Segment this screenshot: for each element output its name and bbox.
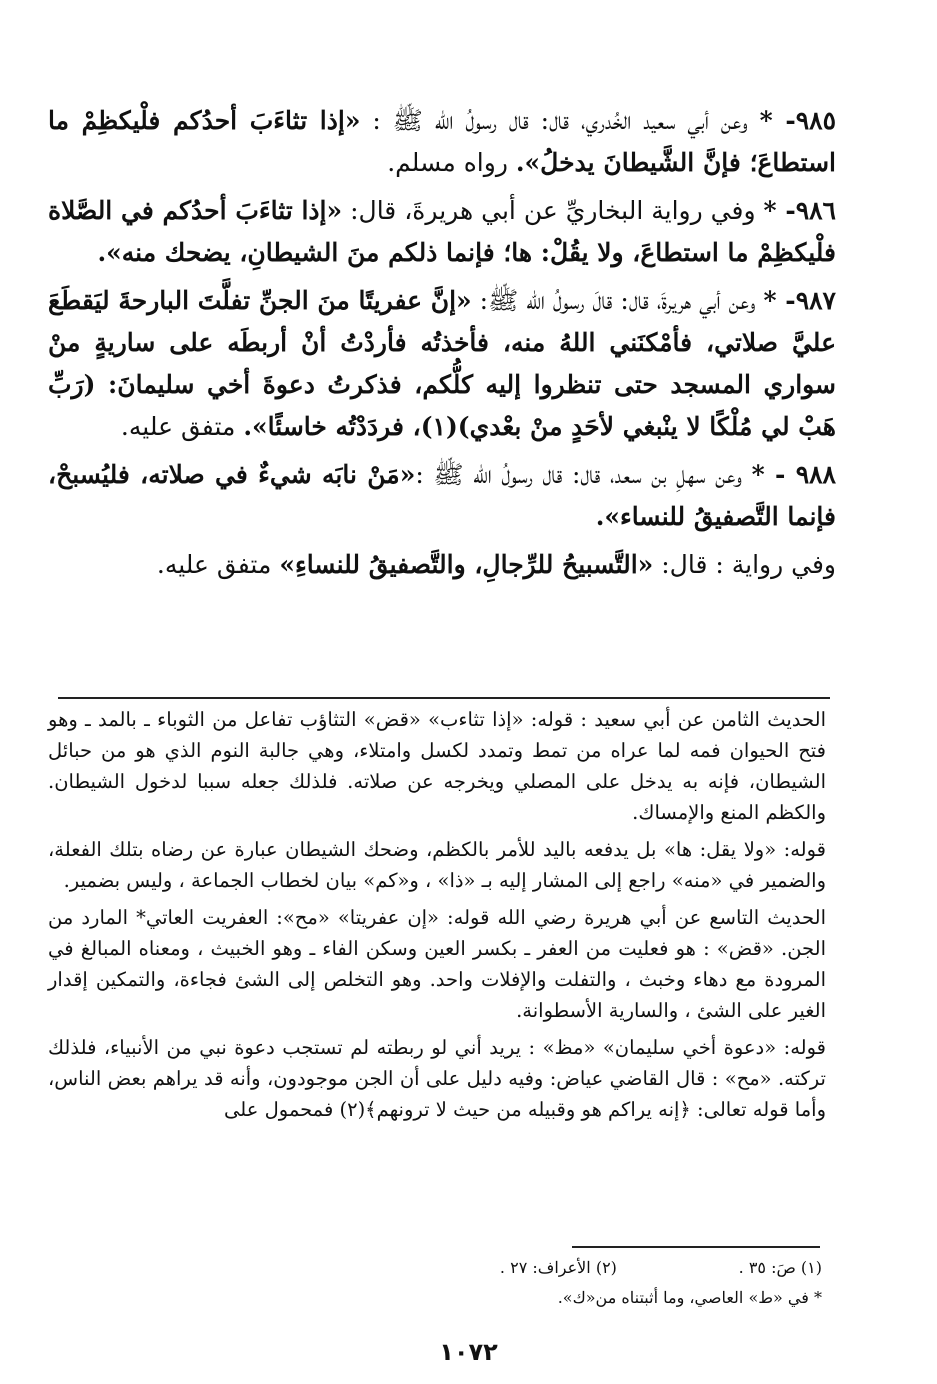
- commentary-paragraph: قوله: «دعوة أخي سليمان» «مظ» : يريد أني لو ربطته لم تستجب دعوة نبي من الأنبياء، فلذلك تركته. «مح» : قال القاضي عياض: وفيه دليل على أن الجن موجودون، وأنه قد يراهم بعض الناس، وأما قوله تعالى: ﴿إنه يراكم هو وقبيله من حيث لا ترونهم﴾(٢) فمحمول على: [48, 1036, 826, 1121]
- hadith-986: [48, 190, 836, 274]
- hadith-source: متفق عليه.: [120, 412, 244, 441]
- hadith-source: متفق عليه.: [156, 550, 280, 579]
- hadith-intro: وفي رواية البخاريِّ عن أبي هريرةَ، قال:: [342, 196, 764, 225]
- hadith-intro: وفي رواية : قال:: [653, 550, 836, 579]
- hadith-number: ٩٨٨ - *: [751, 460, 836, 489]
- hadith-number: ٩٨٧- *: [763, 286, 836, 315]
- hadith-text-body: [48, 100, 836, 592]
- hadith-987: [48, 280, 836, 448]
- footnotes: [300, 1253, 822, 1313]
- hadith-source: رواه مسلم.: [387, 148, 516, 177]
- hadith-intro: وعن أبي سعيد الخُدري، قال: قال رسولُ الله ﷺ :: [360, 106, 760, 135]
- hadith-988: [48, 454, 836, 538]
- hadith-number: ٩٨٥- *: [759, 106, 837, 135]
- commentary-paragraph: قوله: «ولا يقل: ها» بل يدفعه باليد للأمر بالكظم، وضحك الشيطان عبارة عن رضاه بتلك الفعلة، والضمير في «منه» راجع إلى المشار إليه بـ «ذا» ، و«كم» بيان لخطاب الجماعة ، وليس بضمير.: [48, 838, 826, 892]
- hadith-quote: «مَنْ نابَه شيءٌ في صلاته، فليُسبحْ، فإنما التَّصفيقُ للنساء».: [48, 460, 836, 531]
- hadith-intro: وعن سهلِ بن سعد، قال: قال رسولُ الله ﷺ :: [415, 460, 752, 489]
- hadith-988-variant: [48, 544, 836, 586]
- footnote-2: (٢) الأعراف: ٢٧ .: [499, 1258, 617, 1277]
- commentary-section: [48, 704, 826, 1131]
- hadith-quote: «التَّسبيحُ للرِّجالِ، والتَّصفيقُ للنساءِ»: [279, 550, 654, 579]
- footnote-1: (١) صَ: ٣٥ .: [738, 1258, 822, 1277]
- commentary-paragraph: الحديث التاسع عن أبي هريرة رضي الله قوله: «إن عفريتا» «مح»: العفريت العاتي* المارد من الجن. «قض» : هو فعليت من العفر ـ بكسر العين وسكن الفاء ـ وهو الخبيث ، ومعناه المبالغ في المرودة مع دهاء وخبث ، والتفلت والإفلات واحد. وهو التخلص إلى الشئ فجاءة، والتمكين إقدار الغير على الشئ ، والسارية الأسطوانة.: [48, 906, 826, 1022]
- hadith-quote: «إذا تثاءَبَ أحدُكم فلْيكظِمْ ما استطاعَ؛ فإنَّ الشَّيطانَ يدخلُ».: [48, 106, 836, 177]
- page-number: ١٠٧٢: [439, 1338, 498, 1366]
- commentary-paragraph: الحديث الثامن عن أبي سعيد : قوله: «إذا تثاءب» «قض» التثاؤب تفاعل من الثوباء ـ بالمد ـ وهو فتح الحيوان فمه لما عراه من تمط وتمدد لكسل وامتلاء، وهي جالبة النوم الذي هو من حبائل الشيطان، فإنه به يدخل على المصلي ويخرجه عن صلاته. فلذلك جعله سببا لدخول الشيطان. والكظم المنع والإمساك.: [48, 708, 826, 824]
- commentary-divider: [58, 697, 830, 699]
- hadith-quote: «إذا تثاءَبَ أحدُكم في الصَّلاة فلْيكظِمْ ما استطاعَ، ولا يقُلْ: ها؛ فإنما ذلكم منَ الشيطانِ، يضحك منه».: [48, 196, 836, 267]
- hadith-985: [48, 100, 836, 184]
- hadith-intro: وعن أبي هريرةَ، قال: قالَ رسولُ الله ﷺ:: [471, 286, 764, 315]
- hadith-number: ٩٨٦- *: [763, 196, 836, 225]
- footnote-divider: [572, 1246, 820, 1248]
- footnote-row: [300, 1253, 822, 1283]
- footnote-note: * في «ط» العاصي، وما أثبتناه من«ك».: [557, 1288, 822, 1307]
- hadith-quote: «إنَّ عفريتًا منَ الجنِّ تفلَّتَ البارحةَ ليَقطَعَ عليَّ صلاتي، فأمْكنَني اللهُ منه، فأخذتُه فأردْتُ أنْ أربطَه على ساريةٍ منْ سواري المسجد حتى تنظروا إليه كلُّكم، فذكرتُ دعوةَ أخي سليمانَ: (رَبِّ هَبْ لي مُلْكًا لا ينْبغي لأحَدٍ منْ بعْدي)(١)، فردَدْتُه خاسئًا».: [48, 286, 836, 441]
